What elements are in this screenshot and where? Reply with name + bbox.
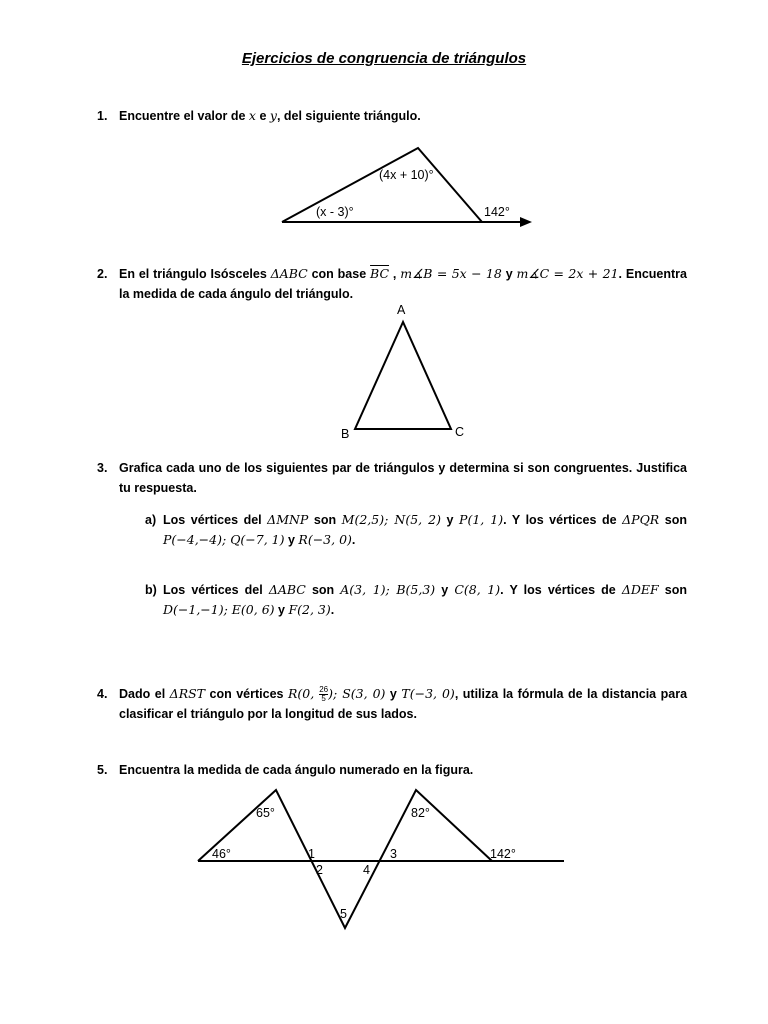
- text-segment: . Y los vértices de: [503, 513, 623, 527]
- angle-1-label: 1: [308, 847, 315, 861]
- point-s: S(3, 0): [342, 686, 386, 701]
- text-segment: con base: [307, 267, 371, 281]
- arrow-head-icon: [520, 217, 532, 227]
- point-f: F(2, 3): [288, 602, 331, 617]
- vertex-b-label: B: [341, 427, 350, 441]
- text-segment: y: [501, 267, 517, 281]
- question-3a: [145, 510, 687, 550]
- text-segment: .: [351, 533, 356, 547]
- figure-1-triangle: [270, 140, 540, 232]
- text-segment: , del siguiente triángulo.: [276, 109, 421, 123]
- point-n: N(5, 2): [394, 512, 441, 527]
- separator: ;: [222, 532, 231, 547]
- question-text: [119, 264, 687, 304]
- triangle-name: ΔRST: [169, 686, 206, 701]
- text-segment: son: [659, 513, 687, 527]
- question-text: Encuentra la medida de cada ángulo numerado en la figura.: [119, 763, 474, 777]
- text-segment: , utiliza la fórmula de la distancia para clasificar el triángulo por la longitud de sus lados.: [119, 687, 688, 721]
- triangle-name: ΔABC: [268, 582, 306, 597]
- text-segment: y: [385, 687, 402, 701]
- separator: ;: [333, 686, 343, 701]
- point-m: M(2,5): [341, 512, 385, 527]
- text-segment: Encuentre el valor de: [119, 109, 249, 123]
- angle-4-label: 4: [363, 863, 370, 877]
- text-segment: y: [435, 583, 455, 597]
- triangle-name: ΔMNP: [267, 512, 309, 527]
- text-segment: con vértices: [205, 687, 288, 701]
- question-number: 3.: [97, 461, 108, 475]
- page-title: Ejercicios de congruencia de triángulos: [241, 50, 527, 67]
- angle-46-label: 46°: [212, 847, 231, 861]
- sub-label: b): [145, 583, 157, 597]
- text-segment: Dado el: [119, 687, 170, 701]
- point-c: C(8, 1): [454, 582, 501, 597]
- point-p: P(1, 1): [459, 512, 504, 527]
- question-1: [97, 106, 687, 126]
- question-3b: [145, 580, 687, 620]
- question-text: [119, 106, 687, 126]
- text-segment: Los vértices del: [163, 583, 269, 597]
- text-segment: son: [308, 513, 342, 527]
- triangle-abc: [355, 322, 451, 429]
- separator: ;: [223, 602, 232, 617]
- question-2: [97, 264, 687, 304]
- triangle-sides: [282, 148, 482, 222]
- angle-2-label: 2: [316, 863, 323, 877]
- sub-text: [163, 580, 687, 620]
- question-number: 4.: [97, 687, 108, 701]
- triangle-name: ΔPQR: [622, 512, 660, 527]
- point-t: T(−3, 0): [401, 686, 455, 701]
- point-q: Q(−7, 1): [230, 532, 285, 547]
- question-text: [119, 684, 687, 724]
- separator: ;: [384, 512, 395, 527]
- point-d: D(−1,−1): [163, 602, 224, 617]
- text-segment: . Encuentra la medida de cada ángulo del triángulo.: [119, 267, 688, 301]
- figure-2-isosceles-triangle: [335, 300, 475, 445]
- question-number: 1.: [97, 109, 108, 123]
- question-number: 5.: [97, 763, 108, 777]
- point-r-close: ): [328, 686, 333, 701]
- point-r: R(−3, 0): [298, 532, 352, 547]
- question-number: 2.: [97, 267, 108, 281]
- point-b: B(5,3): [396, 582, 436, 597]
- denominator: 5: [319, 694, 328, 703]
- angle-exterior-label: 142°: [484, 205, 510, 219]
- text-segment: ,: [389, 267, 401, 281]
- triangle-name: ΔABC: [270, 266, 308, 281]
- text-segment: son: [305, 583, 341, 597]
- text-segment: e: [255, 109, 270, 123]
- angle-142-label: 142°: [490, 847, 516, 861]
- figure-5-angles: [190, 780, 580, 940]
- angle-left-label: (x - 3)°: [316, 205, 354, 219]
- fraction: [319, 686, 328, 703]
- angle-3-label: 3: [390, 847, 397, 861]
- text-segment: Los vértices del: [163, 513, 268, 527]
- question-3: [97, 458, 687, 498]
- angle-c-expr: m∡C = 2x + 21: [516, 266, 619, 281]
- text-segment: En el triángulo Isósceles: [119, 267, 271, 281]
- vertex-c-label: C: [455, 425, 465, 439]
- angle-b-expr: m∡B = 5x − 18: [400, 266, 502, 281]
- angle-top-label: (4x + 10)°: [379, 168, 434, 182]
- var-x: x: [248, 108, 256, 123]
- point-e: E(0, 6): [231, 602, 275, 617]
- text-segment: .: [330, 603, 335, 617]
- text-segment: . Y los vértices de: [500, 583, 622, 597]
- var-y: y: [269, 108, 277, 123]
- point-p: P(−4,−4): [163, 532, 222, 547]
- text-segment: y: [441, 513, 460, 527]
- text-segment: son: [658, 583, 688, 597]
- separator: ;: [385, 582, 397, 597]
- sub-text: [163, 510, 687, 550]
- angle-65-label: 65°: [256, 806, 275, 820]
- triangle-name: ΔDEF: [621, 582, 659, 597]
- sub-label: a): [145, 513, 157, 527]
- point-r: R(0,: [287, 686, 320, 701]
- question-text: Grafica cada uno de los siguientes par de triángulos y determina si son congruentes. Justifica tu respuesta.: [119, 461, 687, 495]
- question-5: [97, 760, 687, 780]
- question-4: [97, 684, 687, 724]
- vertex-a-label: A: [397, 303, 406, 317]
- angle-82-label: 82°: [411, 806, 430, 820]
- text-segment: y: [274, 603, 289, 617]
- angle-5-label: 5: [340, 907, 347, 921]
- point-a: A(3, 1): [340, 582, 386, 597]
- text-segment: y: [284, 533, 299, 547]
- numerator: 26: [319, 685, 329, 695]
- segment-bc: $\overline{BC}$: [370, 266, 390, 281]
